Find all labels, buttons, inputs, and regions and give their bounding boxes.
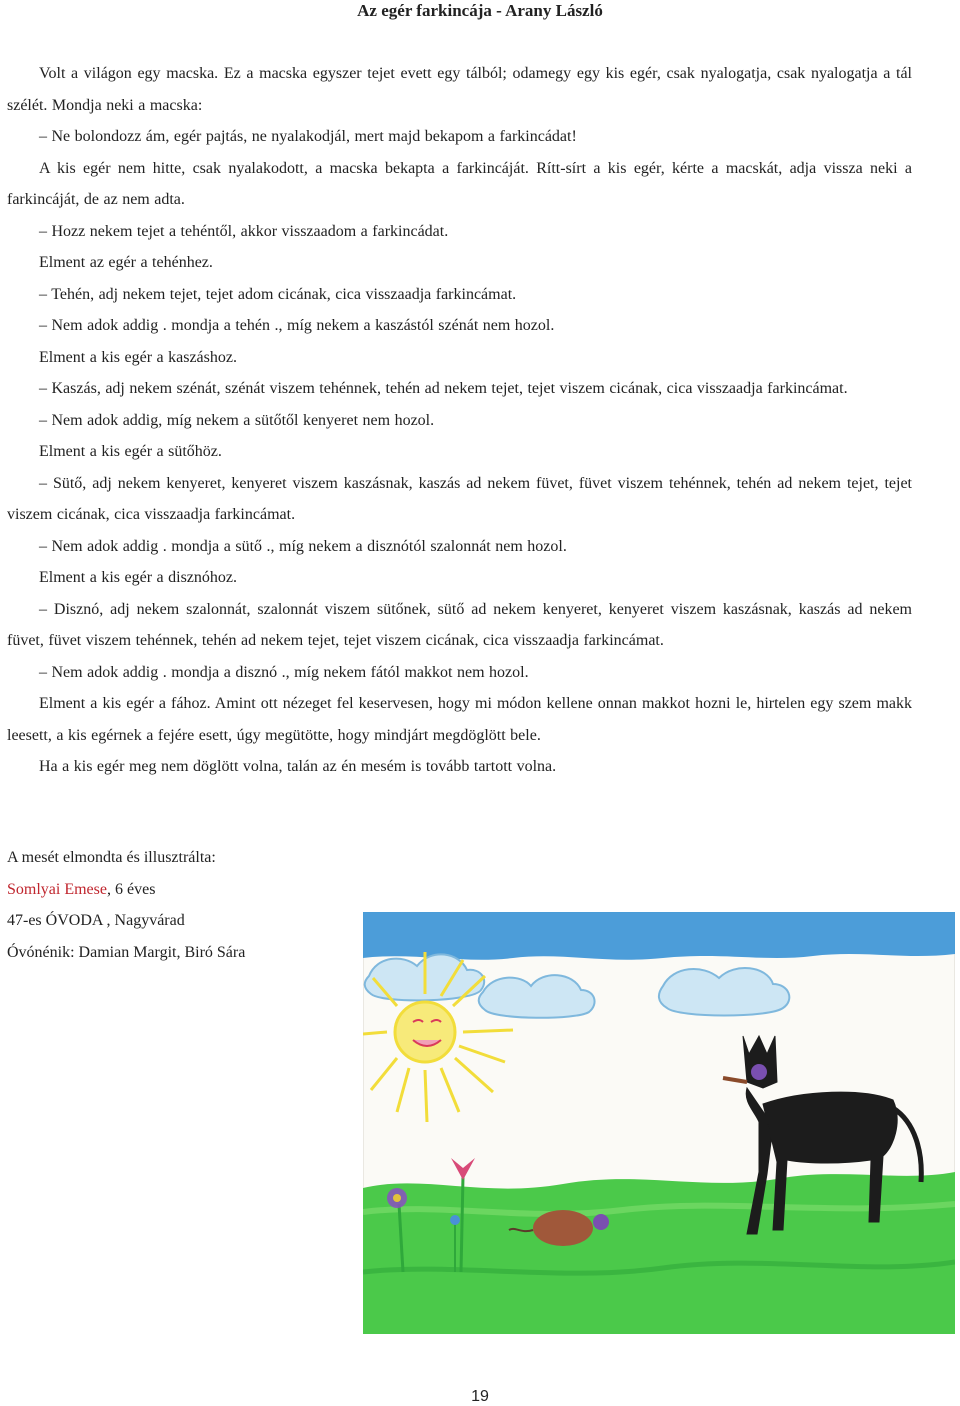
credits <box>7 842 245 968</box>
paragraph: – Ne bolondozz ám, egér pajtás, ne nyalakodjál, mert majd bekapom a farkincádat! <box>39 128 577 145</box>
page-title: Az egér farkincája - Arany László <box>357 1 603 20</box>
paragraph: Elment a kis egér a disznóhoz. <box>39 569 237 586</box>
paragraph: – Nem adok addig . mondja a sütő ., míg nekem a disznótól szalonnát nem hozol. <box>39 537 567 555</box>
paragraph: – Nem adok addig . mondja a disznó ., míg nekem fától makkot nem hozol. <box>39 663 529 681</box>
paragraph: – Disznó, adj nekem szalonnát, szalonnát viszem sütőnek, sütő ad nekem kenyeret, kenyeret viszem kaszásnak, kaszás ad nekem füvet, füvet viszem tehénnek, tehén ad nekem tejet, tejet viszem cicának, cica visszaadja farkincámat. <box>7 600 912 649</box>
paragraph: – Nem adok addig, míg nekem a sütőtől kenyeret nem hozol. <box>39 411 435 429</box>
credits-teachers: Óvónénik: Damian Margit, Biró Sára <box>7 943 246 961</box>
paragraph: – Kaszás, adj nekem szénát, szénát viszem tehénnek, tehén ad nekem tejet, tejet viszem cicának, cica visszaadja farkincámat. <box>39 380 848 397</box>
credits-intro: A mesét elmondta és illusztrálta: <box>7 849 216 866</box>
paragraph: – Sütő, adj nekem kenyeret, kenyeret viszem kaszásnak, kaszás ad nekem füvet, füvet viszem tehénnek, tehén ad nekem tejet, tejet viszem cicának, cica visszaadja farkincámat. <box>7 474 912 523</box>
story-text <box>7 58 912 783</box>
paragraph: Elment a kis egér a sütőhöz. <box>39 443 222 460</box>
child-drawing <box>363 912 955 1334</box>
credits-school: 47-es ÓVODA , Nagyvárad <box>7 912 185 929</box>
paragraph: Elment a kis egér a fához. Amint ott nézeget fel keservesen, hogy mi módon kellene onnan makkot hozni le, hirtelen egy szem makk leesett, a kis egérnek a fejére esett, úgy megütötte, hogy mindjárt megdöglött bele. <box>7 695 912 744</box>
author-name: Somlyai Emese <box>7 880 107 898</box>
paragraph: Elment a kis egér a kaszáshoz. <box>39 348 237 366</box>
credits-author <box>7 874 245 906</box>
paragraph: – Nem adok addig . mondja a tehén ., míg nekem a kaszástól szénát nem hozol. <box>39 317 555 334</box>
paragraph: – Tehén, adj nekem tejet, tejet adom cicának, cica visszaadja farkincámat. <box>39 285 517 303</box>
page-number: 19 <box>471 1388 489 1405</box>
paragraph: – Hozz nekem tejet a tehéntől, akkor visszaadom a farkincádat. <box>39 222 449 240</box>
author-age: , 6 éves <box>106 880 156 898</box>
paragraph: Volt a világon egy macska. Ez a macska egyszer tejet evett egy tálból; odamegy egy kis egér, csak nyalogatja, csak nyalogatja a tál szélét. Mondja neki a macska: <box>7 65 912 114</box>
paragraph: Ha a kis egér meg nem döglött volna, talán az én mesém is tovább tartott volna. <box>39 758 557 775</box>
sky-scribble <box>363 912 955 960</box>
paragraph: Elment az egér a tehénhez. <box>39 254 213 271</box>
paragraph: A kis egér nem hitte, csak nyalakodott, a macska bekapta a farkincáját. Rítt-sírt a kis egér, kérte a macskát, adja vissza neki a farkincáját, de az nem adta. <box>7 159 912 208</box>
grass-scribble <box>363 1172 955 1334</box>
